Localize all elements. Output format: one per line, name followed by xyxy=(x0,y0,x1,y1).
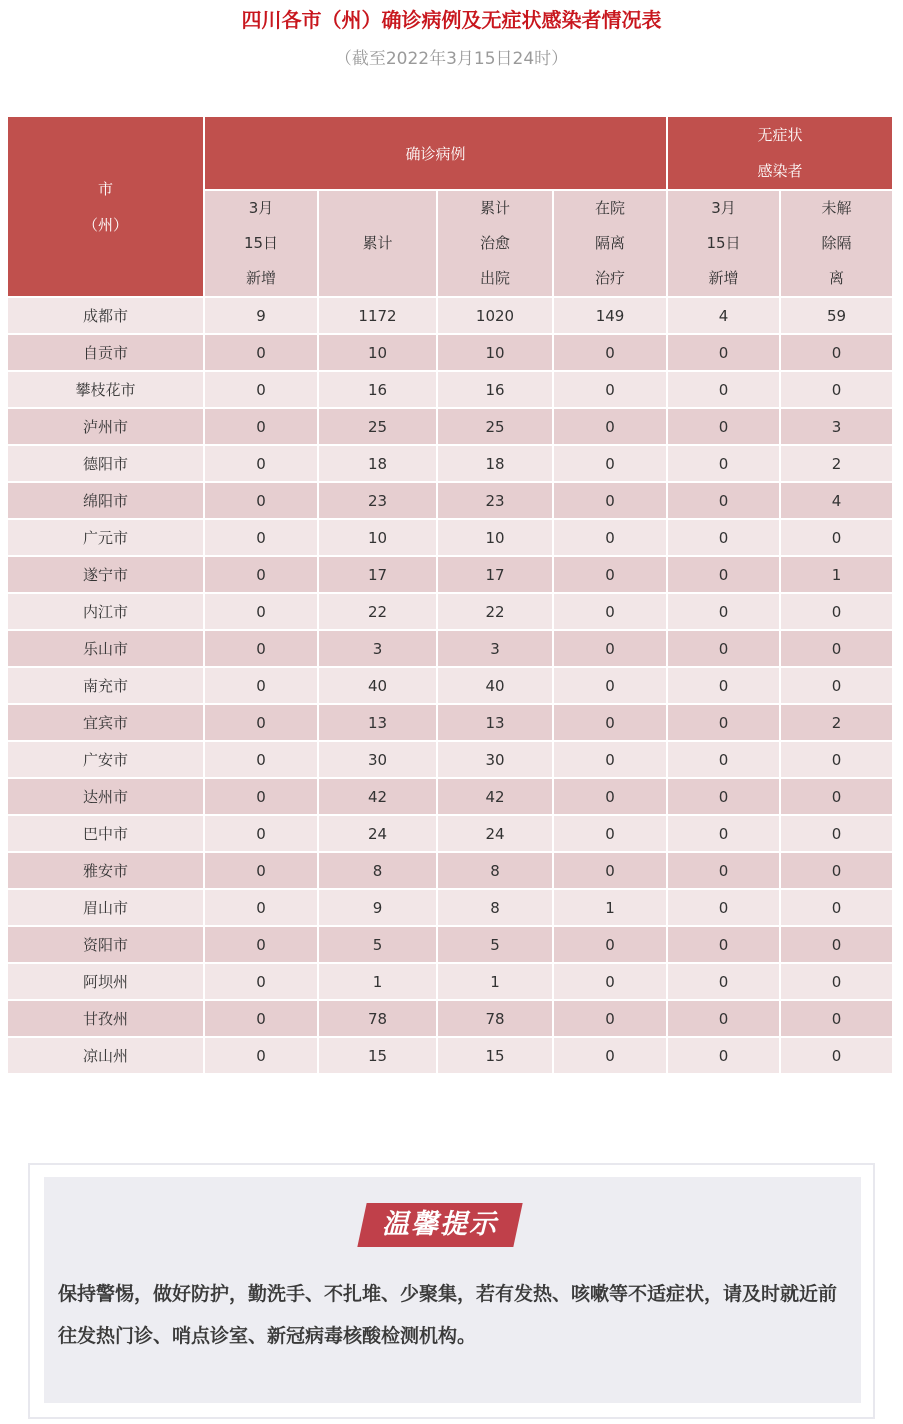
value-cell: 0 xyxy=(780,371,893,408)
value-cell: 0 xyxy=(780,852,893,889)
table-row xyxy=(7,593,893,630)
value-cell: 0 xyxy=(667,1037,780,1074)
city-header-line: （州） xyxy=(82,215,128,234)
value-cell: 1 xyxy=(437,963,553,1000)
value-cell: 0 xyxy=(667,593,780,630)
value-cell: 0 xyxy=(204,667,318,704)
value-cell: 10 xyxy=(318,519,437,556)
value-cell: 0 xyxy=(780,667,893,704)
value-cell: 23 xyxy=(318,482,437,519)
city-name-cell: 广元市 xyxy=(7,519,204,556)
value-cell: 0 xyxy=(204,889,318,926)
cases-table xyxy=(6,115,894,1075)
value-cell: 5 xyxy=(437,926,553,963)
column-header xyxy=(437,190,553,297)
city-name-cell: 攀枝花市 xyxy=(7,371,204,408)
value-cell: 0 xyxy=(553,371,667,408)
table-row xyxy=(7,1000,893,1037)
tip-panel xyxy=(44,1177,861,1403)
city-header-line: 市 xyxy=(97,179,113,198)
city-name-cell: 内江市 xyxy=(7,593,204,630)
column-header xyxy=(780,190,893,297)
value-cell: 3 xyxy=(437,630,553,667)
city-name-cell: 宜宾市 xyxy=(7,704,204,741)
value-cell: 0 xyxy=(667,741,780,778)
value-cell: 13 xyxy=(437,704,553,741)
asymptomatic-header-line: 感染者 xyxy=(757,162,803,180)
table-row xyxy=(7,630,893,667)
value-cell: 16 xyxy=(318,371,437,408)
value-cell: 0 xyxy=(553,408,667,445)
value-cell: 0 xyxy=(204,445,318,482)
column-header xyxy=(667,190,780,297)
value-cell: 0 xyxy=(204,371,318,408)
confirmed-group-header: 确诊病例 xyxy=(204,116,667,190)
value-cell: 2 xyxy=(780,445,893,482)
value-cell: 0 xyxy=(204,815,318,852)
value-cell: 0 xyxy=(204,519,318,556)
value-cell: 0 xyxy=(667,408,780,445)
city-name-cell: 绵阳市 xyxy=(7,482,204,519)
value-cell: 42 xyxy=(437,778,553,815)
city-name-cell: 泸州市 xyxy=(7,408,204,445)
city-name-cell: 巴中市 xyxy=(7,815,204,852)
value-cell: 4 xyxy=(780,482,893,519)
column-header-line: 出院 xyxy=(479,269,510,287)
value-cell: 3 xyxy=(318,630,437,667)
column-header-line: 15日 xyxy=(243,234,279,252)
column-header-line: 治疗 xyxy=(595,269,626,287)
value-cell: 17 xyxy=(437,556,553,593)
asymptomatic-header-line: 无症状 xyxy=(757,126,803,144)
value-cell: 0 xyxy=(553,445,667,482)
value-cell: 0 xyxy=(204,556,318,593)
table-row xyxy=(7,1037,893,1074)
value-cell: 59 xyxy=(780,297,893,334)
column-header-line: 新增 xyxy=(245,269,276,287)
column-header-line: 新增 xyxy=(708,269,739,287)
value-cell: 0 xyxy=(780,593,893,630)
value-cell: 40 xyxy=(318,667,437,704)
value-cell: 0 xyxy=(780,519,893,556)
value-cell: 0 xyxy=(553,852,667,889)
value-cell: 0 xyxy=(780,963,893,1000)
value-cell: 9 xyxy=(318,889,437,926)
value-cell: 0 xyxy=(667,519,780,556)
value-cell: 1 xyxy=(780,556,893,593)
city-name-cell: 甘孜州 xyxy=(7,1000,204,1037)
column-header-line: 隔离 xyxy=(595,234,626,252)
value-cell: 0 xyxy=(780,741,893,778)
value-cell: 0 xyxy=(553,704,667,741)
table-row xyxy=(7,778,893,815)
value-cell: 0 xyxy=(667,926,780,963)
value-cell: 0 xyxy=(553,667,667,704)
column-header-line: 在院 xyxy=(595,199,626,217)
city-name-cell: 乐山市 xyxy=(7,630,204,667)
value-cell: 78 xyxy=(318,1000,437,1037)
value-cell: 13 xyxy=(318,704,437,741)
asymptomatic-group-header xyxy=(667,116,893,190)
value-cell: 2 xyxy=(780,704,893,741)
value-cell: 0 xyxy=(553,778,667,815)
value-cell: 0 xyxy=(553,630,667,667)
value-cell: 8 xyxy=(437,852,553,889)
value-cell: 17 xyxy=(318,556,437,593)
tip-badge: 温馨提示 xyxy=(382,1209,498,1240)
column-header-line: 累计 xyxy=(362,234,393,252)
value-cell: 0 xyxy=(780,1037,893,1074)
table-row xyxy=(7,852,893,889)
city-name-cell: 自贡市 xyxy=(7,334,204,371)
value-cell: 0 xyxy=(553,815,667,852)
value-cell: 0 xyxy=(667,667,780,704)
value-cell: 0 xyxy=(204,741,318,778)
value-cell: 22 xyxy=(437,593,553,630)
table-row xyxy=(7,482,893,519)
table-row xyxy=(7,334,893,371)
value-cell: 1020 xyxy=(437,297,553,334)
value-cell: 0 xyxy=(553,593,667,630)
value-cell: 0 xyxy=(204,852,318,889)
value-cell: 0 xyxy=(553,519,667,556)
city-name-cell: 雅安市 xyxy=(7,852,204,889)
value-cell: 40 xyxy=(437,667,553,704)
value-cell: 78 xyxy=(437,1000,553,1037)
value-cell: 0 xyxy=(780,815,893,852)
value-cell: 0 xyxy=(667,445,780,482)
value-cell: 0 xyxy=(553,1000,667,1037)
table-row xyxy=(7,741,893,778)
value-cell: 0 xyxy=(780,334,893,371)
value-cell: 0 xyxy=(553,741,667,778)
value-cell: 0 xyxy=(204,593,318,630)
value-cell: 1172 xyxy=(318,297,437,334)
value-cell: 16 xyxy=(437,371,553,408)
table-row xyxy=(7,667,893,704)
table-row xyxy=(7,815,893,852)
city-name-cell: 广安市 xyxy=(7,741,204,778)
value-cell: 30 xyxy=(437,741,553,778)
city-name-cell: 德阳市 xyxy=(7,445,204,482)
city-name-cell: 达州市 xyxy=(7,778,204,815)
column-header-line: 离 xyxy=(829,269,845,287)
city-name-cell: 凉山州 xyxy=(7,1037,204,1074)
value-cell: 0 xyxy=(204,482,318,519)
value-cell: 0 xyxy=(553,556,667,593)
page-title: 四川各市（州）确诊病例及无症状感染者情况表 xyxy=(241,8,662,32)
value-cell: 149 xyxy=(553,297,667,334)
city-name-cell: 遂宁市 xyxy=(7,556,204,593)
city-name-cell: 阿坝州 xyxy=(7,963,204,1000)
value-cell: 25 xyxy=(437,408,553,445)
value-cell: 15 xyxy=(437,1037,553,1074)
table-row xyxy=(7,371,893,408)
value-cell: 0 xyxy=(204,704,318,741)
column-header-line: 3月 xyxy=(711,199,736,217)
tip-text: 保持警惕，做好防护，勤洗手、不扎堆、少聚集，若有发热、咳嗽等不适症状，请及时就近前往发热门诊、哨点诊室、新冠病毒核酸检测机构。 xyxy=(58,1283,838,1347)
column-header-line: 未解 xyxy=(821,199,852,217)
city-name-cell: 资阳市 xyxy=(7,926,204,963)
value-cell: 24 xyxy=(437,815,553,852)
value-cell: 10 xyxy=(318,334,437,371)
value-cell: 0 xyxy=(204,778,318,815)
column-header-line: 治愈 xyxy=(479,234,510,252)
value-cell: 1 xyxy=(553,889,667,926)
value-cell: 0 xyxy=(667,556,780,593)
value-cell: 0 xyxy=(667,630,780,667)
value-cell: 0 xyxy=(553,1037,667,1074)
value-cell: 0 xyxy=(667,1000,780,1037)
value-cell: 0 xyxy=(780,778,893,815)
value-cell: 0 xyxy=(667,815,780,852)
value-cell: 10 xyxy=(437,519,553,556)
value-cell: 0 xyxy=(667,704,780,741)
table-row xyxy=(7,556,893,593)
value-cell: 22 xyxy=(318,593,437,630)
value-cell: 0 xyxy=(667,778,780,815)
value-cell: 5 xyxy=(318,926,437,963)
value-cell: 25 xyxy=(318,408,437,445)
value-cell: 15 xyxy=(318,1037,437,1074)
value-cell: 0 xyxy=(204,926,318,963)
value-cell: 0 xyxy=(780,889,893,926)
column-header xyxy=(204,190,318,297)
value-cell: 30 xyxy=(318,741,437,778)
value-cell: 23 xyxy=(437,482,553,519)
value-cell: 42 xyxy=(318,778,437,815)
value-cell: 10 xyxy=(437,334,553,371)
value-cell: 0 xyxy=(667,889,780,926)
value-cell: 0 xyxy=(667,482,780,519)
table-row xyxy=(7,889,893,926)
value-cell: 0 xyxy=(204,963,318,1000)
value-cell: 0 xyxy=(553,334,667,371)
value-cell: 0 xyxy=(204,408,318,445)
column-header xyxy=(553,190,667,297)
value-cell: 0 xyxy=(204,630,318,667)
column-header-line: 除隔 xyxy=(821,234,852,252)
value-cell: 18 xyxy=(318,445,437,482)
column-header-line: 累计 xyxy=(479,199,510,217)
table-row xyxy=(7,519,893,556)
value-cell: 0 xyxy=(780,926,893,963)
value-cell: 0 xyxy=(553,482,667,519)
value-cell: 0 xyxy=(204,1037,318,1074)
value-cell: 9 xyxy=(204,297,318,334)
value-cell: 3 xyxy=(780,408,893,445)
city-name-cell: 南充市 xyxy=(7,667,204,704)
value-cell: 0 xyxy=(553,963,667,1000)
value-cell: 0 xyxy=(780,630,893,667)
value-cell: 0 xyxy=(667,963,780,1000)
value-cell: 8 xyxy=(318,852,437,889)
value-cell: 0 xyxy=(780,1000,893,1037)
value-cell: 4 xyxy=(667,297,780,334)
value-cell: 0 xyxy=(667,334,780,371)
table-row xyxy=(7,926,893,963)
column-header xyxy=(318,190,437,297)
table-row xyxy=(7,408,893,445)
city-name-cell: 成都市 xyxy=(7,297,204,334)
value-cell: 0 xyxy=(667,371,780,408)
value-cell: 8 xyxy=(437,889,553,926)
value-cell: 0 xyxy=(204,334,318,371)
table-row xyxy=(7,963,893,1000)
city-name-cell: 眉山市 xyxy=(7,889,204,926)
value-cell: 1 xyxy=(318,963,437,1000)
value-cell: 0 xyxy=(204,1000,318,1037)
column-header-line: 15日 xyxy=(706,234,741,252)
column-header-line: 3月 xyxy=(248,199,274,217)
city-column-header xyxy=(7,116,204,297)
page-subtitle: （截至2022年3月15日24时） xyxy=(334,49,569,69)
value-cell: 0 xyxy=(667,852,780,889)
value-cell: 0 xyxy=(553,926,667,963)
table-row xyxy=(7,297,893,334)
tip-box xyxy=(28,1163,875,1419)
table-row xyxy=(7,445,893,482)
value-cell: 18 xyxy=(437,445,553,482)
table-row xyxy=(7,704,893,741)
value-cell: 24 xyxy=(318,815,437,852)
